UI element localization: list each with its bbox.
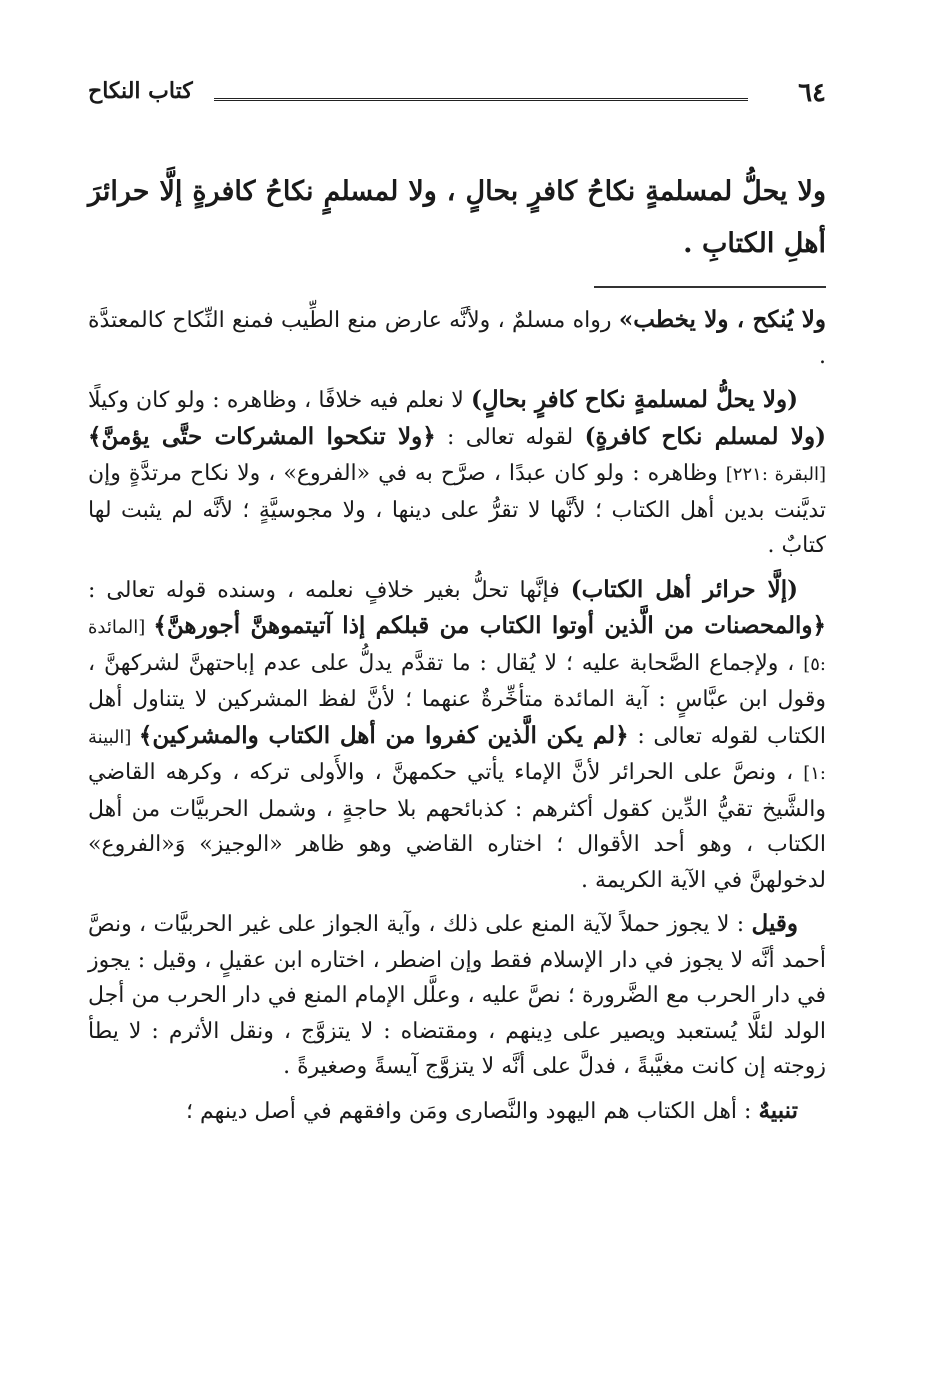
bold-phrase: وقيل — [751, 910, 798, 937]
bold-phrase: (إلَّا حرائر أهل الكتاب) — [570, 575, 799, 603]
quran-reference: [البينة :١] — [88, 726, 826, 784]
book-title: كتاب النكاح — [88, 78, 193, 104]
page-header — [88, 70, 826, 116]
header-rule — [214, 98, 748, 103]
text-span: : لا يجوز حملاً لآية المنع على ذلك ، وآية الجواز على غير الحربيَّات ، ونصَّ أحمد أنَّه لا يجوز في دار الإسلام فقط وإن اضطر ، اختاره ابن عقيلٍ ، وقيل : يجوز في دار الحرب مع الضَّرورة ؛ نصَّ عليه ، وعلَّل الإمام المنع في دار الحرب من أجل الولد لئلَّا يُستعبد ويصير على دِينهم ، ومقتضاه : لا يتزوَّج ، ونقل الأثرم : لا يطأ زوجته إن كانت مغيَّبةً ، فدلَّ على أنَّه لا يتزوَّج آيسةً وصغيرةً . — [88, 912, 826, 1079]
paragraph-1 — [88, 302, 826, 374]
bold-phrase: (ولا لمسلم نكاح كافرةٍ) — [584, 422, 826, 450]
book-page — [88, 70, 826, 1137]
text-span: وظاهره : ولو كان عبدًا ، صرَّح به في «الفروع» ، ولا نكاح مرتدَّةٍ وإن تديَّنت بدين أهل الكتاب ؛ لأنَّها لا تقرُّ على دينها ، ولا مجوسيَّةٍ ؛ لأنَّه لم يثبت لها كتابٌ . — [88, 461, 826, 558]
paragraph-3 — [88, 572, 826, 899]
footnote-divider — [594, 286, 826, 288]
quran-quote: ﴿ولا تنكحوا المشركات حتَّى يؤمنَّ﴾ — [88, 422, 436, 450]
commentary — [88, 302, 826, 1129]
page-number: ٦٤ — [798, 78, 826, 108]
paragraph-4 — [88, 906, 826, 1085]
paragraph-5 — [88, 1093, 826, 1130]
text-span: لقوله تعالى : — [435, 424, 585, 450]
quran-quote: ﴿والمحصنات من الَّذين أوتوا الكتاب من قبلكم إذا آتيتموهنَّ أجورهنَّ﴾ — [153, 612, 826, 639]
quran-reference: [المائدة :٥] — [88, 617, 826, 675]
matn-text: ولا يحلُّ لمسلمةٍ نكاحُ كافرٍ بحالٍ ، ولا لمسلمٍ نكاحُ كافرةٍ إلَّا حرائرَ أهلِ الكتابِ . — [88, 176, 826, 259]
quran-reference: [البقرة :٢٢١] — [725, 464, 826, 485]
bold-phrase: (ولا يحلُّ لمسلمةٍ نكاح كافرٍ بحالٍ) — [470, 386, 799, 413]
quran-quote: ﴿لم يكن الَّذين كفروا من أهل الكتاب والمشركين﴾ — [138, 721, 629, 749]
bold-phrase: تنبيهٌ — [758, 1096, 798, 1124]
paragraph-2 — [88, 382, 826, 564]
bold-phrase: ولا يُنكح ، ولا يخطب» — [618, 306, 826, 333]
text-span: فإنَّها تحلُّ بغير خلافٍ نعلمه ، وسنده قوله تعالى : — [88, 577, 571, 603]
text-span: رواه مسلمٌ ، ولأنَّه عارض منع الطِّيب فمنع النِّكاح كالمعتدَّة . — [88, 308, 826, 369]
text-span: لا نعلم فيه خلافًا ، وظاهره : ولو كان وكيلًا — [88, 388, 471, 413]
text-span: : أهل الكتاب هم اليهود والنَّصارى ومَن وافقهم في أصل دينهم ؛ — [186, 1098, 759, 1124]
text-span: ، ولإجماع الصَّحابة عليه ؛ لا يُقال : ما تقدَّم يدلُّ على عدم إباحتهنَّ لشركهنَّ ، وقول ابن عبَّاسٍ : آية المائدة متأخِّرةٌ عنهما ؛ لأنَّ لفظ المشركين لا يتناول أهل الكتاب لقوله تعالى : — [88, 650, 826, 749]
text-span: ، ونصَّ على الحرائر لأنَّ الإماء يأتي حكمهنَّ ، والأَولى تركه ، وكرهه القاضي والشَّيخ تقيُّ الدِّين كقول أكثرهم : كذبائحهم بلا حاجةٍ ، وشمل الحربيَّات من أهل الكتاب ، وهو أحد الأقوال ؛ اختاره القاضي وهو ظاهر «الوجيز» وَ«الفروع» لدخولهنَّ في الآية الكريمة . — [88, 760, 826, 893]
